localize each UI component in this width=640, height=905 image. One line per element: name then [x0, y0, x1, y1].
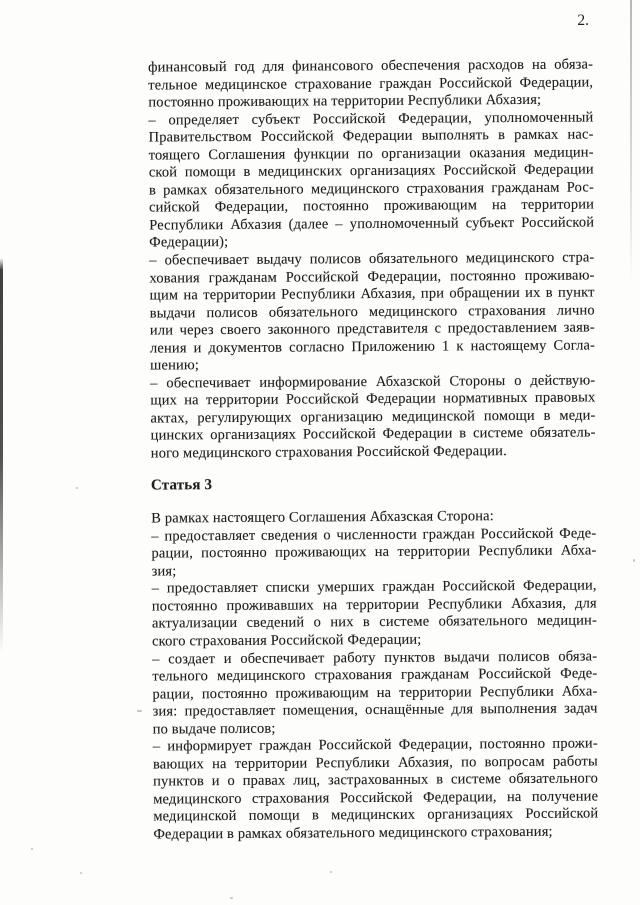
paragraph [153, 736, 599, 844]
text-line: выдачи полисов обязательного медицинского страхования лично [149, 302, 595, 322]
paragraph [148, 109, 594, 252]
text-line: щим на территории Республики Абхазия, при обращении их в пункт [149, 284, 595, 304]
text-line: ного медицинского страхования Российской Федерации. [150, 443, 507, 462]
text-line: финансовый год для финансового обеспечения расходов на обяза- [148, 56, 594, 76]
text-line: рации, постоянно проживающих на территории Республики Абха- [151, 542, 597, 562]
text-line: – предоставляет сведения о численности граждан Российской Феде- [151, 525, 597, 545]
paragraph [148, 56, 593, 112]
scan-left-edge-artifact [0, 258, 3, 653]
text-line: постоянно проживавших на территории Республики Абхазия, для [151, 595, 597, 615]
text-line: тоящего Соглашения функции по организации оказания медицин- [148, 144, 594, 164]
text-line: – обеспечивает информирование Абхазской Стороны о действую- [150, 372, 596, 392]
paragraph [152, 578, 597, 651]
text-line: тельное медицинское страхование граждан Российской Федерации, [148, 73, 594, 94]
scan-speck [330, 871, 332, 873]
text-line: Федерации); [149, 234, 229, 252]
text-line: вающих на территории Республики Абхазия, по вопросам работы [152, 753, 598, 773]
text-line: актуализации сведений о них в системе обязательного медицин- [151, 612, 597, 632]
text-line: ского страхования Российской Федерации; [152, 631, 422, 650]
text-line: медицинской помощи в медицинских организациях Российской [153, 805, 599, 825]
text-line: зия: предоставляет помещения, оснащённые для выполнения задач [152, 700, 598, 720]
text-line: цинских организациях Российской Федерации в системе обязатель- [150, 424, 596, 445]
text-line: Федерации в рамках обязательного медицинского страхования; [153, 823, 553, 843]
text-line: Правительством Российской Федерации выполнять в рамках нас- [148, 126, 594, 146]
text-line: или через своего законного представителя с предоставлением заяв- [149, 319, 595, 339]
text-line: Республики Абхазия (далее – уполномоченный субъект Российской [149, 214, 595, 234]
text-line: В рамках настоящего Соглашения Абхазская Сторона: [151, 508, 494, 527]
text-line: – определяет субъект Российской Федерации, уполномоченный [148, 109, 594, 129]
page-number: 2. [577, 12, 589, 29]
text-line: пунктов и о правах лиц, застрахованных в системе обязательного [152, 770, 599, 790]
text-line: сийской Федерации, постоянно проживающим на территории [148, 196, 595, 216]
paragraph [149, 249, 595, 375]
text-line: – обеспечивает выдачу полисов обязательного медицинского стра- [149, 249, 595, 269]
paragraph [152, 648, 598, 739]
text-line: – информирует граждан Российской Федерации, постоянно прожи- [152, 735, 598, 755]
scan-speck [76, 487, 78, 489]
text-line: – предоставляет списки умерших граждан Российской Федерации, [151, 577, 597, 597]
scan-speck [31, 848, 33, 850]
text-line: щих на территории Российской Федерации нормативных правовых [150, 389, 596, 409]
paragraph [151, 525, 596, 581]
text-line: актах, регулирующих организацию медицинской помощи в меди- [150, 407, 596, 427]
text-line: ской помощи в медицинских организациях Российской Федерации [148, 161, 594, 181]
text-line: тельного медицинского страхования гражданам Российской Феде- [152, 665, 598, 685]
paragraph [150, 372, 596, 463]
article-heading: Статья 3 [150, 476, 213, 494]
document-text [148, 56, 598, 844]
text-line: медицинского страхования Российской Федерации, на получение [153, 788, 599, 808]
text-line: хования гражданам Российской Федерации, постоянно проживаю- [149, 267, 595, 287]
text-line: в рамках обязательного медицинского страхования гражданам Рос- [148, 179, 594, 199]
scan-speck [633, 559, 635, 562]
text-line: по выдаче полисов; [152, 720, 276, 738]
scan-right-edge-artifact [630, 0, 632, 285]
text-line: рации, постоянно проживающим на территории Республики Абха- [152, 683, 598, 703]
text-line: ления и документов согласно Приложению 1 к настоящему Согла- [149, 337, 596, 357]
text-line: зия; [151, 563, 177, 580]
scan-speck [230, 897, 233, 899]
scan-speck [137, 710, 142, 712]
text-line: постоянно проживающих на территории Республики Абхазия; [148, 91, 542, 111]
scan-speck [80, 872, 82, 874]
text-line: шению; [150, 357, 200, 374]
text-line: – создает и обеспечивает работу пунктов выдачи полисов обяза- [152, 647, 598, 668]
